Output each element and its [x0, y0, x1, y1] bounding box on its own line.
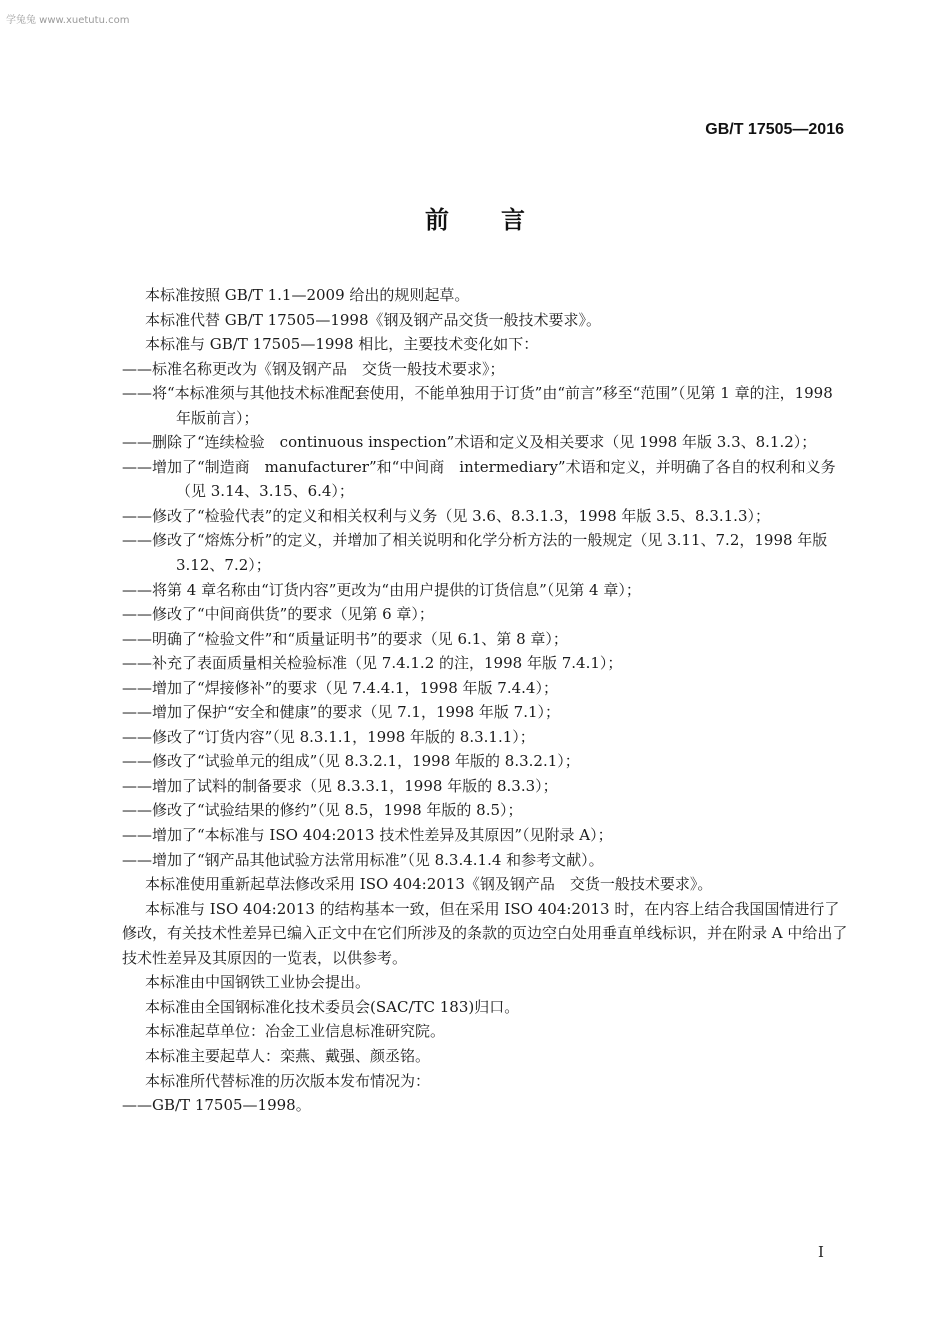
dash-marker: ——	[122, 1096, 152, 1115]
dash-marker: ——	[122, 654, 152, 673]
list-item	[122, 651, 849, 676]
page-number: I	[818, 1243, 824, 1261]
body-paragraph: 本标准主要起草人：栾燕、戴强、颜丞铭。	[145, 1046, 431, 1065]
list-item-text: 明确了“检验文件”和“质量证明书”的要求（见 6.1、第 8 章）；	[152, 629, 568, 648]
changes-list	[122, 357, 849, 872]
list-item-text: 修改了“检验代表”的定义和相关权利与义务（见 3.6、8.3.1.3，1998 年版 3.5、8.3.1.3）；	[152, 506, 770, 525]
body-paragraph: 本标准起草单位：冶金工业信息标准研究院。	[145, 1022, 446, 1041]
list-item	[122, 725, 849, 750]
list-item	[122, 357, 849, 382]
list-item	[122, 798, 849, 823]
dash-marker: ——	[122, 776, 152, 795]
list-item	[122, 430, 849, 455]
list-item-text: 补充了表面质量相关检验标准（见 7.4.1.2 的注，1998 年版 7.4.1）；	[152, 654, 623, 673]
foreword-content	[122, 283, 849, 1118]
list-item	[122, 627, 849, 652]
list-item	[122, 848, 849, 873]
list-item	[122, 676, 849, 701]
document-number: GB/T 17505—2016	[705, 121, 844, 138]
dash-marker: ——	[122, 801, 152, 820]
body-paragraph: 本标准所代替标准的历次版本发布情况为：	[145, 1071, 431, 1090]
list-item	[122, 823, 849, 848]
list-item-text: 将第 4 章名称由“订货内容”更改为“由用户提供的订货信息”（见第 4 章）；	[152, 580, 641, 599]
list-item-text: 增加了保护“安全和健康”的要求（见 7.1，1998 年版 7.1）；	[152, 703, 561, 722]
list-item-text: 修改了“中间商供货”的要求（见第 6 章）；	[152, 605, 434, 624]
dash-marker: ——	[122, 605, 152, 624]
dash-marker: ——	[122, 531, 152, 550]
list-item	[122, 381, 849, 430]
list-item	[122, 774, 849, 799]
dash-marker: ——	[122, 850, 152, 869]
list-item-text: 将“本标准须与其他技术标准配套使用，不能单独用于订货”由“前言”移至“范围”（见第 1 章的注，1998 年版前言）；	[152, 384, 833, 427]
list-item-text: 标准名称更改为《钢及钢产品 交货一般技术要求》；	[152, 359, 505, 378]
dash-marker: ——	[122, 752, 152, 771]
watermark-text: 学兔兔 www.xuetutu.com	[6, 15, 130, 26]
intro-paragraph: 本标准与 GB/T 17505—1998 相比，主要技术变化如下：	[145, 335, 539, 354]
list-item	[122, 700, 849, 725]
list-item-text: 增加了试料的制备要求（见 8.3.3.1，1998 年版的 8.3.3）；	[152, 776, 558, 795]
list-item	[122, 504, 849, 529]
list-item-text: 删除了“连续检验 continuous inspection”术语和定义及相关要求（见 1998 年版 3.3、8.1.2）；	[152, 433, 817, 452]
body-paragraph: 本标准与 ISO 404:2013 的结构基本一致，但在采用 ISO 404:2013 时，在内容上结合我国国情进行了修改，有关技术性差异已编入正文中在它们所涉及的条款的页边空白处用垂直单线标识，并在附录 A 中给出了技术性差异及其原因的一览表，以供参考。	[122, 899, 848, 967]
body-paragraph: 本标准由全国钢标准化技术委员会(SAC/TC 183)归口。	[145, 997, 520, 1016]
list-item-text: 修改了“熔炼分析”的定义，并增加了相关说明和化学分析方法的一般规定（见 3.11、7.2，1998 年版 3.12、7.2）；	[152, 531, 828, 575]
list-item-text: 增加了“焊接修补”的要求（见 7.4.4.1，1998 年版 7.4.4）；	[152, 678, 558, 697]
list-item-text: 增加了“钢产品其他试验方法常用标准”（见 8.3.4.1.4 和参考文献）。	[152, 850, 604, 869]
body-paragraph: 本标准由中国钢铁工业协会提出。	[145, 973, 371, 992]
list-item	[122, 602, 849, 627]
dash-marker: ——	[122, 629, 152, 648]
dash-marker: ——	[122, 678, 152, 697]
list-item	[122, 455, 849, 504]
dash-marker: ——	[122, 359, 152, 378]
list-item	[122, 578, 849, 603]
dash-marker: ——	[122, 580, 152, 599]
list-item-text: 增加了“本标准与 ISO 404:2013 技术性差异及其原因”（见附录 A）；	[152, 826, 613, 845]
list-item-text: 修改了“试验结果的修约”（见 8.5，1998 年版的 8.5）；	[152, 801, 523, 820]
intro-paragraph: 本标准按照 GB/T 1.1—2009 给出的规则起草。	[145, 286, 470, 304]
list-item-text: 增加了“制造商 manufacturer”和“中间商 intermediary”术语和定义，并明确了各自的权利和义务（见 3.14、3.15、6.4）；	[152, 457, 836, 501]
dash-marker: ——	[122, 703, 152, 722]
dash-marker: ——	[122, 727, 152, 746]
intro-paragraph: 本标准代替 GB/T 17505—1998《钢及钢产品交货一般技术要求》。	[145, 310, 601, 329]
dash-marker: ——	[122, 457, 152, 476]
dash-marker: ——	[122, 433, 152, 452]
list-item-text: 修改了“订货内容”（见 8.3.1.1，1998 年版的 8.3.1.1）；	[152, 727, 535, 746]
list-item	[122, 528, 849, 577]
dash-marker: ——	[122, 506, 152, 525]
list-item	[122, 749, 849, 774]
page-title: 前言	[425, 205, 577, 234]
history-item-text: GB/T 17505—1998。	[152, 1096, 311, 1115]
body-paragraph: 本标准使用重新起草法修改采用 ISO 404:2013《钢及钢产品 交货一般技术要求》。	[145, 875, 713, 894]
dash-marker: ——	[122, 826, 152, 845]
dash-marker: ——	[122, 384, 152, 403]
list-item-text: 修改了“试验单元的组成”（见 8.3.2.1，1998 年版的 8.3.2.1）；	[152, 752, 580, 771]
history-item	[122, 1093, 849, 1118]
